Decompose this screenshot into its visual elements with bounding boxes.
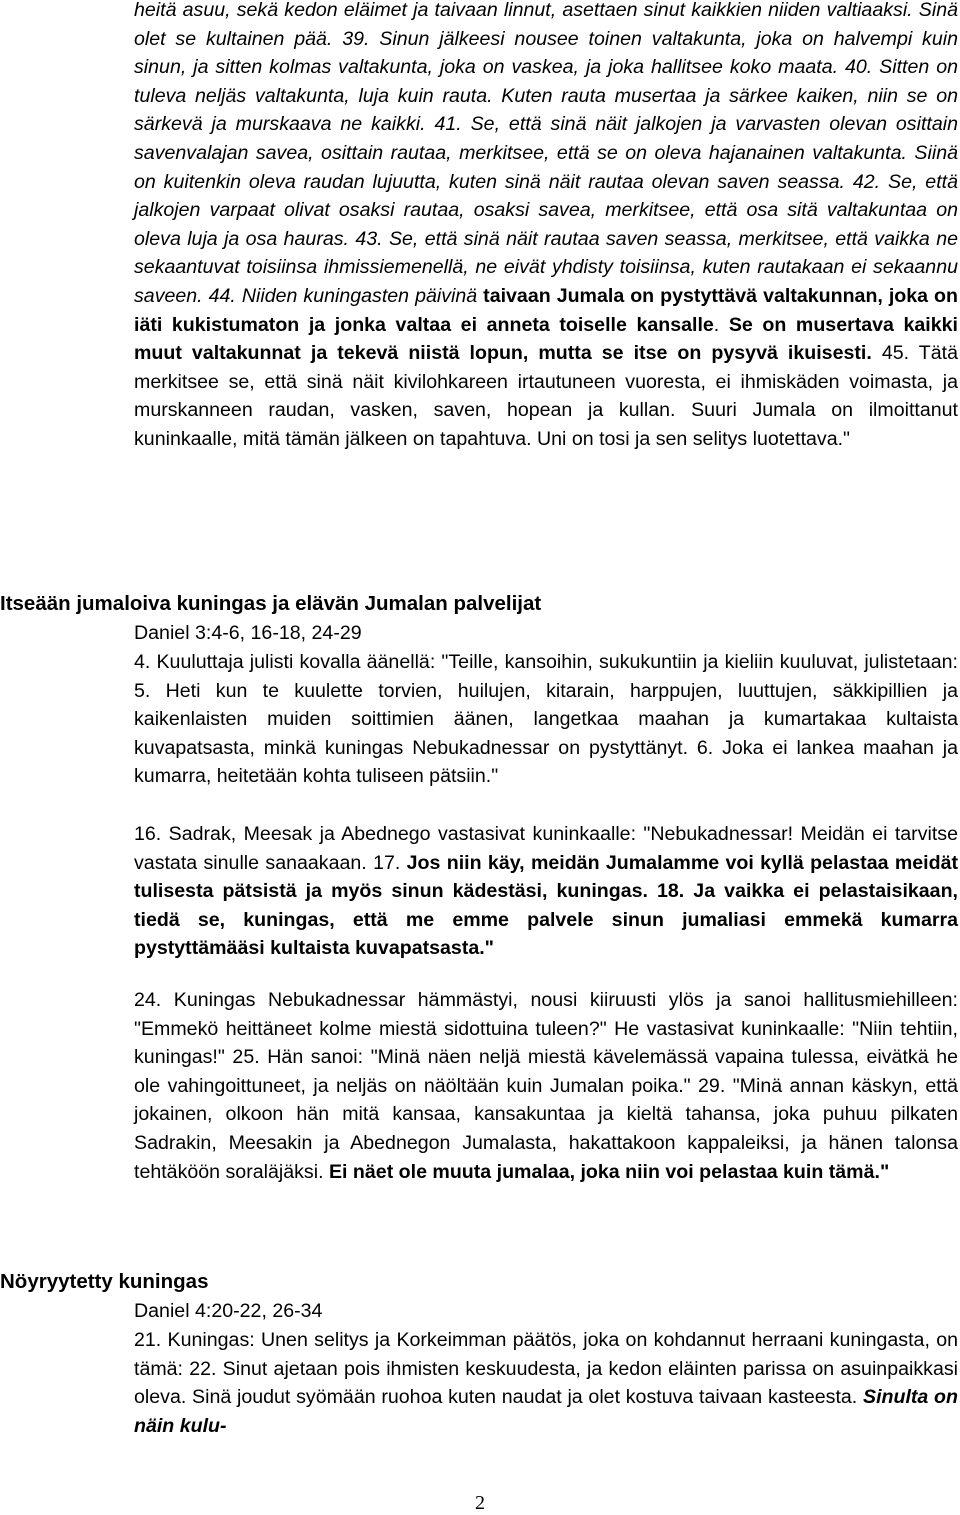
scripture-reference: Daniel 4:20-22, 26-34	[134, 1300, 323, 1322]
text-run-bold-italic: Sinulta on näin kulu-	[134, 1386, 958, 1437]
page-number: 2	[475, 1492, 485, 1514]
text-run-bold: Ei näet ole muuta jumalaa, joka niin voi pelastaa kuin tämä."	[328, 1160, 890, 1183]
text-run-bold: taivaan Jumala on pystyttävä valtakunnan, joka on iäti kukistumaton ja jonka valtaa ei anneta toiselle kansalle	[134, 284, 958, 336]
text-run-bold: Jos niin käy, meidän Jumalamme voi kyllä pelastaa meidät tulisesta pätsistä ja myös sinun kädestäsi, kuningas. 18. Ja vaikka ei pelastaisikaan, tiedä se, kuningas, että me emme palvele sinun jumaliasi emmekä kumarra pystyttämääsi kultaista kuvapatsasta."	[134, 851, 958, 960]
text-run: 21. Kuningas: Unen selitys ja Korkeimman päätös, joka on kohdannut herraani kuningasta, on tämä: 22. Sinut ajetaan pois ihmisten keskuudesta, ja kedon eläinten parissa on asuinpaikkasi oleva. Sinä joudut syömään ruohoa kuten naudat ja olet kostuva taivaan kasteesta.	[134, 1329, 958, 1409]
paragraph-daniel-2	[134, 0, 958, 454]
section-heading: Nöyryytetty kuningas	[0, 1270, 209, 1293]
paragraph: 4. Kuuluttaja julisti kovalla äänellä: "Teille, kansoihin, sukukuntiin ja kieliin kuuluvat, julistetaan: 5. Heti kun te kuulette torvien, huilujen, kitarain, harppujen, luuttujen, säkkipillien ja kaikenlaisten muiden soittimien äänen, langetkaa maahan ja kumartakaa kultaista kuvapatsasta, minkä kuningas Nebukadnessar on pystyttänyt. 6. Joka ei lankea maahan ja kumarra, heitetään kohta tuliseen pätsiin."	[134, 651, 958, 788]
text-run: .	[713, 313, 729, 336]
section-heading: Itseään jumaloiva kuningas ja elävän Jumalan palvelijat	[0, 592, 542, 615]
scripture-reference: Daniel 3:4-6, 16-18, 24-29	[134, 622, 362, 644]
paragraph	[134, 820, 958, 963]
text-run: 16. Sadrak, Meesak ja Abednego vastasivat kuninkaalle: "Nebukadnessar! Meidän ei tarvitse vastata sinulle sanaakaan. 17.	[134, 823, 958, 874]
text-run-bold: Se on musertava kaikki muut valtakunnat ja tekevä niistä lopun, mutta se itse on pysyvä ikuisesti.	[134, 313, 958, 365]
text-run: 45. Tätä merkitsee se, että sinä näit kivilohkareen irtautuneen vuoresta, ei ihmiskäden voimasta, ja murskanneen raudan, vasken, saven, hopean ja kullan. Suuri Jumala on ilmoittanut kuninkaalle, mitä tämän jälkeen on tapahtuva. Uni on tosi ja sen selitys luotettava."	[134, 342, 958, 450]
text-run: heitä asuu, sekä kedon eläimet ja taivaan linnut, asettaen sinut kaikkien niiden valtiaaksi. Sinä olet se kultainen pää. 39. Sinun jälkeesi nousee toinen valtakunta, joka on halvempi kuin sinun, ja sitten kolmas valtakunta, joka on vaskea, ja joka hallitsee koko maata. 40. Sitten on tuleva neljäs valtakunta, luja kuin rauta. Kuten rauta musertaa ja särkee kaiken, niin se on särkevä ja murskaava ne kaikki. 41. Se, että sinä näit jalkojen ja varvasten olevan osittain savenvalajan savea, osittain rautaa, merkitsee, että se on oleva hajanainen valtakunta. Siinä on kuitenkin oleva raudan lujuutta, kuten sinä näit rautaa olevan saven seassa. 42. Se, että jalkojen varpaat olivat osaksi rautaa, osaksi savea, merkitsee, että osa sitä valtakuntaa on oleva luja ja osa hauras. 43. Se, että sinä näit rautaa saven seassa, merkitsee, että vaikka ne sekaantuvat toisiinsa ihmissiemenellä, ne eivät yhdisty toisiinsa, kuten rautakaan ei sekaannu saveen. 44. Niiden kuningasten päivinä	[134, 0, 958, 307]
paragraph	[134, 1326, 958, 1440]
text-run: 24. Kuningas Nebukadnessar hämmästyi, nousi kiiruusti ylös ja sanoi hallitusmiehilleen: "Emmekö heittäneet kolme miestä sidottuina tuleen?" He vastasivat kuninkaalle: "Niin tehtiin, kuningas!" 25. Hän sanoi: "Minä näen neljä miestä kävelemässä vapaina tulessa, eivätkä he ole vahingoittuneet, ja neljäs on näöltään kuin Jumalan poika." 29. "Minä annan käskyn, että jokainen, olkoon hän mitä kansaa, kansakuntaa ja kieltä tahansa, joka puhuu pilkaten Sadrakin, Meesakin ja Abednegon Jumalasta, hakattakoon kappaleiksi, ja hänen talonsa tehtäköön soraläjäksi.	[134, 989, 958, 1183]
paragraph	[134, 986, 958, 1186]
